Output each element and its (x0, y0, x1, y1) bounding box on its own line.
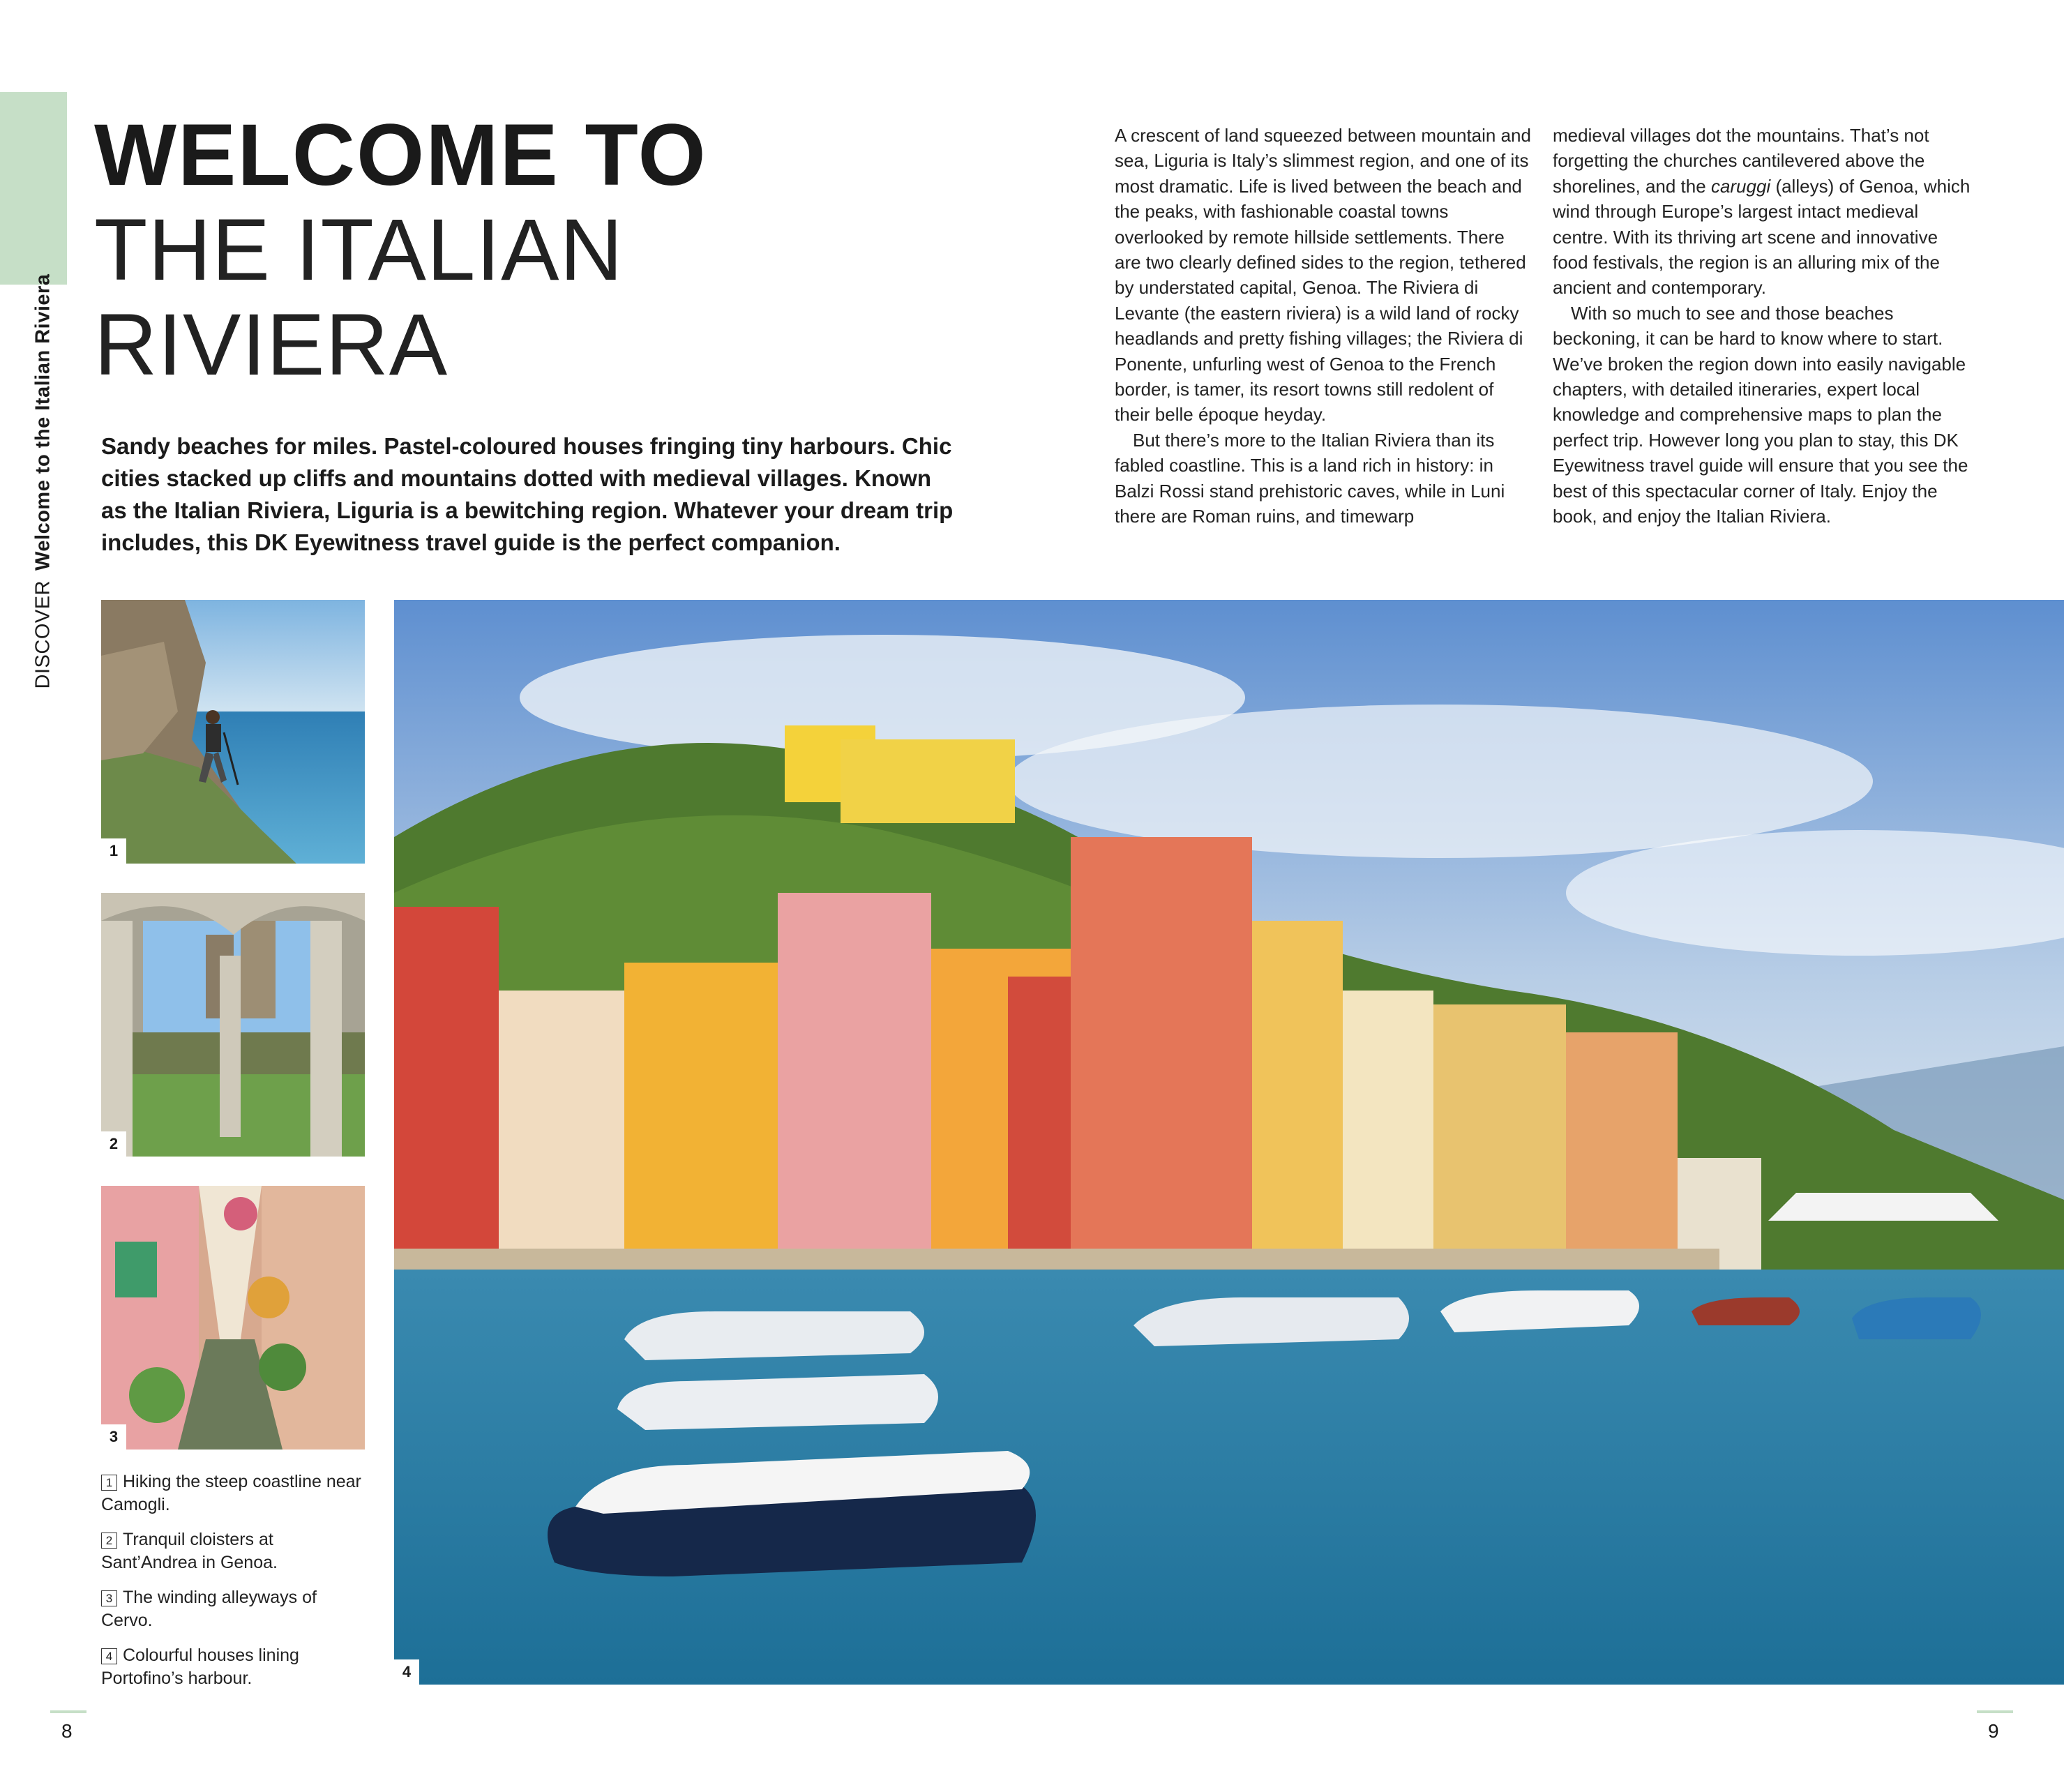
caption-3 (101, 1586, 366, 1632)
page-title (94, 108, 707, 393)
photo-portofino-illustration (394, 600, 2064, 1685)
photo-number: 2 (101, 1131, 126, 1157)
title-line-3: RIVIERA (94, 296, 449, 393)
page-number-right: 9 (1988, 1720, 1999, 1742)
folio-bar-right (1977, 1710, 2013, 1713)
intro-paragraph: Sandy beaches for miles. Pastel-coloured houses fringing tiny harbours. Chic cities stacked up cliffs and mountains dotted with medieval villages. Known as the Italian Riviera, Liguria is a bewitching region. Whatever your dream trip includes, this DK Eyewitness travel guide is the perfect companion. (101, 433, 954, 555)
photo-alleyway (101, 1186, 365, 1450)
photo-number: 1 (101, 838, 126, 864)
section-color-tab (0, 92, 67, 285)
body-paragraph: A crescent of land squeezed between mountain and sea, Liguria is Italy’s slimmest region, and one of its most dramatic. Life is lived between the beach and the peaks, with fashionable coastal towns overlooked by remote hillside settlements. There are two clearly defined sides to the region, tethered by understated capital, Genoa. The Riviera di Levante (the eastern riviera) is a wild land of rocky headlands and pretty fishing villages; the Riviera di Ponente, unfurling west of Genoa to the French border, is tamer, its resort towns still redolent of their belle époque heyday. (1115, 125, 1531, 426)
body-paragraph: But there’s more to the Italian Riviera than its fabled coastline. This is a land rich in history: in Balzi Rossi stand prehistoric caves, while in Luni there are Roman ruins, and timewarp (1115, 429, 1505, 527)
running-head-kicker: DISCOVER (31, 580, 54, 689)
photo-portofino-harbour (394, 600, 2064, 1685)
running-head-section: Welcome to the Italian Riviera (31, 273, 54, 571)
photo-number: 4 (394, 1659, 419, 1685)
photo-alleyway-illustration (101, 1186, 365, 1450)
photo-cloisters-illustration (101, 893, 365, 1157)
caption-number: 4 (101, 1648, 117, 1664)
body-column-2 (1553, 123, 1971, 529)
caption-text: Colourful houses lining Portofino’s harbour. (101, 1646, 299, 1688)
caption-number: 3 (101, 1590, 117, 1606)
folio-bar-left (50, 1710, 86, 1713)
caption-text: The winding alleyways of Cervo. (101, 1588, 317, 1630)
caption-2 (101, 1528, 366, 1574)
photo-number: 3 (101, 1424, 126, 1450)
photo-hiker-coast-illustration (101, 600, 365, 864)
running-head (32, 274, 55, 689)
caption-number: 2 (101, 1533, 117, 1549)
body-text: medieval villages dot the mountains. That’s not forgetting the churches cantilevered above the shorelines, and the (1553, 125, 1929, 197)
photo-hiker-coast (101, 600, 365, 864)
body-paragraph (1553, 123, 1971, 301)
caption-text: Hiking the steep coastline near Camogli. (101, 1472, 361, 1514)
caption-number: 1 (101, 1475, 117, 1491)
body-text: (alleys) of Genoa, which wind through Europe’s largest intact medieval centre. With its thriving art scene and innovative food festivals, the region is an alluring mix of the ancient and contemporary. (1553, 175, 1971, 299)
caption-1 (101, 1470, 366, 1516)
caption-text: Tranquil cloisters at Sant’Andrea in Genoa. (101, 1530, 278, 1572)
page-number-left: 8 (61, 1720, 73, 1742)
title-line-1: WELCOME TO (94, 107, 707, 204)
italic-term: caruggi (1710, 175, 1771, 197)
body-column-1 (1115, 123, 1533, 529)
photo-captions (101, 1470, 366, 1702)
title-line-2: THE ITALIAN (94, 202, 624, 299)
photo-cloisters (101, 893, 365, 1157)
body-paragraph: With so much to see and those beaches beckoning, it can be hard to know where to start. We’ve broken the region down into easily navigable chapters, with detailed itineraries, expert local knowledge and comprehensive maps to plan the perfect trip. However long you plan to stay, this DK Eyewitness travel guide will ensure that you see the best of this spectacular corner of Italy. Enjoy the book, and enjoy the Italian Riviera. (1553, 302, 1968, 527)
caption-4 (101, 1644, 366, 1690)
